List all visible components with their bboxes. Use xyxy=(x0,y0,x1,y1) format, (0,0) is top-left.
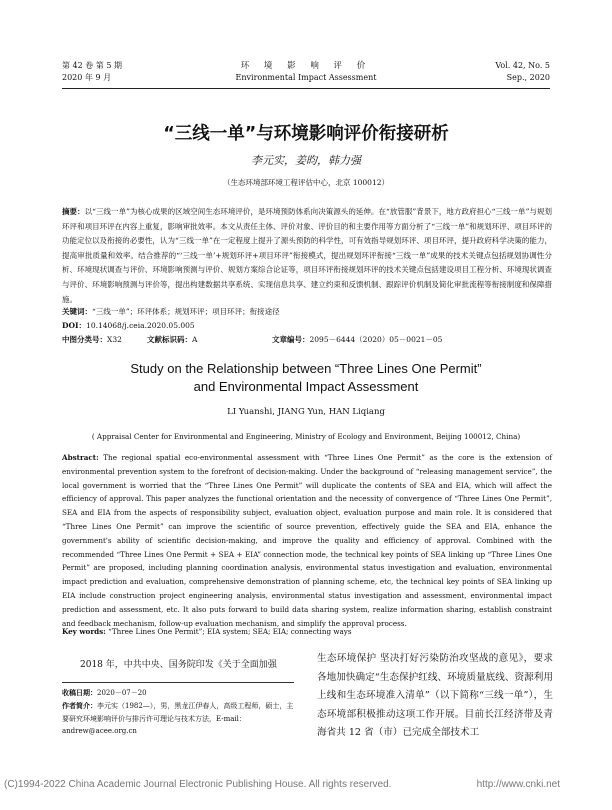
authors-en: LI Yuanshi, JIANG Yun, HAN Liqiang xyxy=(227,407,385,417)
article-number-value: 2095－6444（2020）05－0021－05 xyxy=(309,335,443,344)
abstract-cn xyxy=(62,205,552,307)
affiliation-en: ( Appraisal Center for Environmental and Engineering, Ministry of Ecology and Environment, Beijing 100012, China) xyxy=(91,432,521,441)
article-number xyxy=(272,334,442,346)
author-bio-value: 李元实（1982—），男，黑龙江伊春人，高级工程师，硕士，主要研究环境影响评价与排污许可理论与技术方法，E-mail：andrew@acee.org.cn xyxy=(62,702,294,735)
volume-issue-en: Vol. 42, No. 5 xyxy=(495,61,550,70)
body-text-right: 生态环境保护 坚决打好污染防治攻坚战的意见》，要求各地加快确定“生态保护红线、环境质量底线、资源利用上线和生态环境准入清单”（以下简称“三线一单”），生态环境部积极推动这项工作开展。目前长江经济带及青海省共 12 省（市）已完成全部技术工 xyxy=(317,653,553,738)
footnote-received xyxy=(62,687,294,700)
authors-cn: 李元实，姜昀，韩力强 xyxy=(251,154,361,167)
doi-label: DOI： xyxy=(62,321,87,330)
abstract-en xyxy=(62,451,552,630)
abstract-en-label: Abstract: xyxy=(62,453,99,462)
doi xyxy=(62,320,195,332)
received-label: 收稿日期： xyxy=(62,689,97,697)
article-title-en-line2: and Environmental Impact Assessment xyxy=(193,379,419,394)
header-rule xyxy=(62,88,550,89)
journal-volume-info-en xyxy=(495,60,550,84)
journal-name-cn: 环 境 影 响 评 价 xyxy=(240,61,372,71)
article-title-cn: “三线一单”与环境影响评价衔接研析 xyxy=(163,124,449,144)
keywords-cn-text: “三线一单”；环评体系；规划环评；项目环评；衔接途径 xyxy=(92,307,280,316)
journal-name-en: Environmental Impact Assessment xyxy=(235,73,377,82)
clc-number xyxy=(62,334,122,346)
abstract-cn-text: 以“三线一单”为核心成果的区域空间生态环境评价，是环境预防体系向决策源头的延伸。在“放管服”背景下，地方政府担心“三线一单”与规划环评和项目环评在内容上重复，影响审批效率。本文从责任主体、评价对象、评价目的和主要作用等方面分析了“三线一单”和规划环评、项目环评的功能定位以及衔接的必要性，认为“三线一单”在一定程度上提升了源头预防的科学性，可有效指导规划环评、项目环评，提升政府科学决策的能力，提高审批质量和效率。结合推荐的“‘三线一单’+规划环评+项目环评”衔接模式，提出规划环评衔接“三线一单”成果的技术关键点包括规划协调性分析、环境现状调查与评价、环境影响预测与评价、规划方案综合论证等，项目环评衔接规划环评的技术关键点包括建设项目工程分析、环境现状调查与评价、环境影响预测与评价等，提出构建数据共享系统、实现信息共享、建立约束和反馈机制、跟踪评价机制及简化审批流程等衔接制度和保障措施。 xyxy=(62,207,552,304)
volume-issue: 第 42 卷 第 5 期 xyxy=(62,61,122,70)
document-code xyxy=(147,334,197,346)
article-title-en xyxy=(0,360,612,396)
issue-date-cn: 2020 年 9 月 xyxy=(62,73,112,82)
keywords-en-label: Key words: xyxy=(62,627,106,636)
keywords-en-text: “Three Lines One Permit”; EIA system; SEA; EIA; connecting ways xyxy=(108,627,352,636)
keywords-cn xyxy=(62,306,552,318)
footnote-author xyxy=(62,700,294,738)
received-value: 2020－07－20 xyxy=(97,689,147,697)
doi-value: 10.14068/j.ceia.2020.05.005 xyxy=(86,321,195,330)
abstract-cn-label: 摘要： xyxy=(62,207,85,216)
clc-value: X32 xyxy=(107,335,122,344)
author-bio-label: 作者简介： xyxy=(62,702,97,710)
cnki-link[interactable]: http://www.cnki.net xyxy=(476,779,560,790)
keywords-cn-label: 关键词： xyxy=(62,307,92,316)
issue-date-en: Sep., 2020 xyxy=(506,73,550,82)
footnote-rule xyxy=(62,682,294,683)
doc-code-label: 文献标识码： xyxy=(147,335,192,344)
clc-label: 中图分类号： xyxy=(62,335,107,344)
copyright-notice: (C)1994-2022 China Academic Journal Electronic Publishing House. All rights reserved. xyxy=(4,779,392,790)
keywords-en xyxy=(62,626,552,638)
article-title-en-line1: Study on the Relationship between “Three Lines One Permit” xyxy=(130,361,482,376)
body-text-left: 2018 年，中共中央、国务院印发《关于全面加强 xyxy=(80,660,277,670)
affiliation-cn: （生态环境部环境工程评估中心，北京 100012） xyxy=(222,178,389,187)
doc-code-value: A xyxy=(192,335,198,344)
abstract-en-text: The regional spatial eco-environmental assessment with “Three Lines One Permit” as the core is the extension of environmental prevention system to the forefront of decision-making. Under the background of “releasing management service”, the local government is worried that the “Three Lines One Permit” will duplicate the contents of SEA and EIA, which will affect the efficiency of approval. This paper analyzes the functional orientation and the necessity of convergence of “Three Lines One Permit”, SEA and EIA from the aspects of responsibility subject, evaluation object, evaluation purpose and main role. It is considered that “Three Lines One Permit” can improve the scientific of source prevention, effectively guide the SEA and EIA, enhance the government's ability of scientific decision-making, and improve the quality and efficiency of approval. Combined with the recommended “Three Lines One Permit + SEA + EIA” connection mode, the technical key points of SEA linking up “Three Lines One Permit” are proposed, including planning coordination analysis, environmental status investigation and evaluation, environmental impact prediction and evaluation, comprehensive demonstration of planning scheme, etc, the technical key points of SEA linking up EIA include construction project engineering analysis, environmental status investigation and assessment, environmental impact prediction and assessment, etc. It also puts forward to build data sharing system, realize information sharing, establish constraint and feedback mechanism, follow-up evaluation mechanism, and simplify the approval process. xyxy=(62,453,552,628)
article-number-label: 文章编号： xyxy=(272,335,310,344)
